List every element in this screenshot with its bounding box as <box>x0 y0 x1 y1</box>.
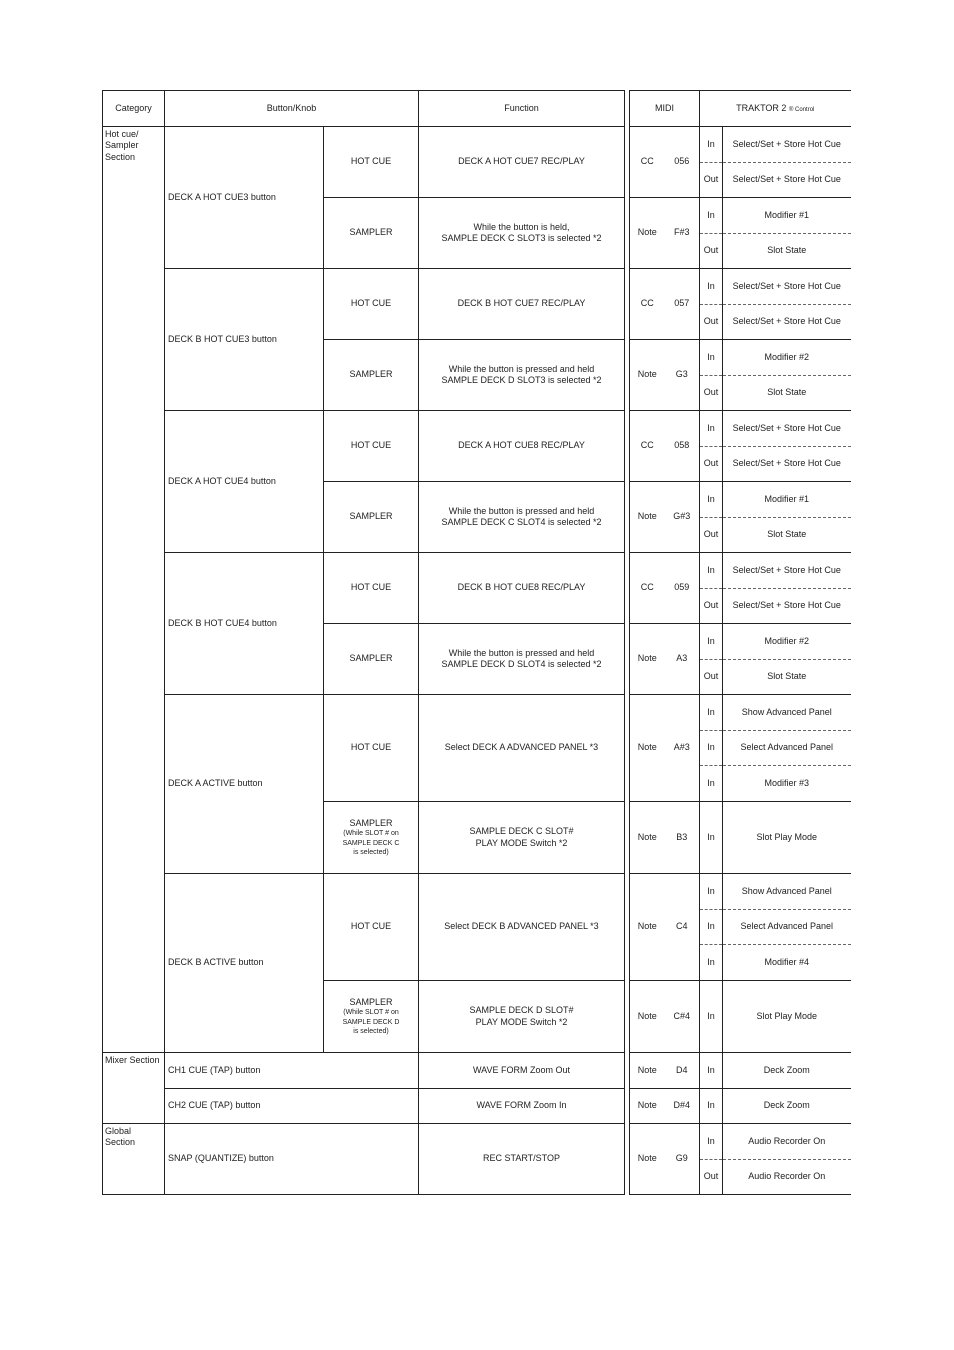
io-direction: In <box>700 482 723 518</box>
category-spacer <box>103 411 165 553</box>
mapping-table-main <box>102 90 625 1195</box>
traktor-control: Modifier #4 <box>723 945 851 981</box>
io-direction: In <box>700 1053 723 1089</box>
io-direction: In <box>700 802 723 874</box>
midi-number: C#4 <box>665 981 700 1053</box>
midi-type: Note <box>630 624 665 695</box>
midi-number: 056 <box>665 127 700 198</box>
midi-type: Note <box>630 1089 665 1124</box>
midi-number: F#3 <box>665 198 700 269</box>
io-direction: In <box>700 553 723 589</box>
midi-number: C4 <box>665 874 700 981</box>
category-spacer <box>103 874 165 1053</box>
traktor-control: Modifier #1 <box>723 482 851 518</box>
midi-number: B3 <box>665 802 700 874</box>
traktor-control: Modifier #3 <box>723 766 851 802</box>
mode-sampler: SAMPLER <box>324 482 419 553</box>
mode-hot-cue: HOT CUE <box>324 874 419 981</box>
midi-type: Note <box>630 482 665 553</box>
traktor-control: Audio Recorder On <box>723 1160 851 1195</box>
io-direction: In <box>700 695 723 731</box>
traktor-control: Deck Zoom <box>723 1053 851 1089</box>
io-direction: Out <box>700 163 723 198</box>
mode-sampler: SAMPLER <box>324 340 419 411</box>
category-spacer <box>103 695 165 874</box>
midi-number: A#3 <box>665 695 700 802</box>
mode-hot-cue: HOT CUE <box>324 553 419 624</box>
io-direction: In <box>700 269 723 305</box>
traktor-control: Slot State <box>723 660 851 695</box>
io-direction: Out <box>700 660 723 695</box>
io-direction: In <box>700 127 723 163</box>
button-deck-a-hot-cue4: DECK A HOT CUE4 button <box>165 411 324 553</box>
io-direction: Out <box>700 589 723 624</box>
io-direction: In <box>700 1124 723 1160</box>
midi-type: Note <box>630 802 665 874</box>
traktor-control: Show Advanced Panel <box>723 874 851 910</box>
function-cell: While the button is held, SAMPLE DECK C SLOT3 is selected *2 <box>419 198 625 269</box>
traktor-control: Modifier #1 <box>723 198 851 234</box>
traktor-control: Select Advanced Panel <box>723 731 851 766</box>
category-spacer <box>103 269 165 411</box>
mode-hot-cue: HOT CUE <box>324 269 419 340</box>
midi-type: Note <box>630 1053 665 1089</box>
mode-sampler-cell <box>324 981 419 1053</box>
io-direction: In <box>700 874 723 910</box>
midi-type: CC <box>630 411 665 482</box>
header-traktor-sub: ® Control <box>788 106 815 113</box>
midi-number: G3 <box>665 340 700 411</box>
midi-number: D#4 <box>665 1089 700 1124</box>
function-cell: SAMPLE DECK C SLOT# PLAY MODE Switch *2 <box>419 802 625 874</box>
traktor-control: Modifier #2 <box>723 624 851 660</box>
midi-type: CC <box>630 127 665 198</box>
traktor-control: Slot State <box>723 234 851 269</box>
midi-type: Note <box>630 874 665 981</box>
io-direction: In <box>700 981 723 1053</box>
function-cell: While the button is pressed and held SAMPLE DECK D SLOT3 is selected *2 <box>419 340 625 411</box>
button-deck-b-hot-cue3: DECK B HOT CUE3 button <box>165 269 324 411</box>
midi-number: 058 <box>665 411 700 482</box>
category-mixer: Mixer Section <box>103 1053 165 1124</box>
midi-type: Note <box>630 198 665 269</box>
io-direction: Out <box>700 447 723 482</box>
mapping-table-midi <box>629 90 851 1195</box>
traktor-control: Select/Set + Store Hot Cue <box>723 589 851 624</box>
mode-sampler-note: (While SLOT # on SAMPLE DECK D is selected) <box>342 1009 400 1035</box>
header-traktor <box>700 91 851 127</box>
category-global: Global Section <box>103 1124 165 1195</box>
header-traktor-title: TRAKTOR 2 <box>736 102 787 113</box>
midi-type: Note <box>630 695 665 802</box>
function-cell: DECK B HOT CUE7 REC/PLAY <box>419 269 625 340</box>
io-direction: Out <box>700 234 723 269</box>
traktor-control: Select/Set + Store Hot Cue <box>723 305 851 340</box>
button-snap-quantize: SNAP (QUANTIZE) button <box>165 1124 419 1195</box>
traktor-control: Select/Set + Store Hot Cue <box>723 127 851 163</box>
midi-number: A3 <box>665 624 700 695</box>
io-direction: In <box>700 731 723 766</box>
mode-sampler: SAMPLER <box>324 624 419 695</box>
io-direction: In <box>700 766 723 802</box>
mode-hot-cue: HOT CUE <box>324 411 419 482</box>
midi-type: CC <box>630 269 665 340</box>
traktor-control: Slot Play Mode <box>723 981 851 1053</box>
function-cell: WAVE FORM Zoom Out <box>419 1053 625 1089</box>
mode-sampler: SAMPLER <box>324 198 419 269</box>
traktor-control: Select/Set + Store Hot Cue <box>723 411 851 447</box>
midi-number: 057 <box>665 269 700 340</box>
mode-sampler: SAMPLER <box>349 818 393 829</box>
function-cell: While the button is pressed and held SAMPLE DECK C SLOT4 is selected *2 <box>419 482 625 553</box>
io-direction: In <box>700 1089 723 1124</box>
function-cell: Select DECK B ADVANCED PANEL *3 <box>419 874 625 981</box>
traktor-control: Select/Set + Store Hot Cue <box>723 269 851 305</box>
io-direction: In <box>700 411 723 447</box>
midi-type: CC <box>630 553 665 624</box>
midi-number: G#3 <box>665 482 700 553</box>
button-deck-a-active: DECK A ACTIVE button <box>165 695 324 874</box>
io-direction: In <box>700 945 723 981</box>
function-cell: SAMPLE DECK D SLOT# PLAY MODE Switch *2 <box>419 981 625 1053</box>
traktor-control: Select/Set + Store Hot Cue <box>723 163 851 198</box>
button-deck-b-active: DECK B ACTIVE button <box>165 874 324 1053</box>
traktor-control: Slot State <box>723 376 851 411</box>
midi-type: Note <box>630 1124 665 1195</box>
button-deck-a-hot-cue3: DECK A HOT CUE3 button <box>165 127 324 269</box>
traktor-control: Modifier #2 <box>723 340 851 376</box>
traktor-control: Select/Set + Store Hot Cue <box>723 447 851 482</box>
io-direction: In <box>700 198 723 234</box>
traktor-control: Show Advanced Panel <box>723 695 851 731</box>
io-direction: Out <box>700 305 723 340</box>
midi-number: G9 <box>665 1124 700 1195</box>
category-hot-cue-sampler: Hot cue/ Sampler Section <box>103 127 165 269</box>
io-direction: In <box>700 340 723 376</box>
traktor-control: Slot State <box>723 518 851 553</box>
button-ch1-cue: CH1 CUE (TAP) button <box>165 1053 419 1089</box>
midi-number: D4 <box>665 1053 700 1089</box>
midi-type: Note <box>630 340 665 411</box>
midi-type: Note <box>630 981 665 1053</box>
function-cell: Select DECK A ADVANCED PANEL *3 <box>419 695 625 802</box>
header-function: Function <box>419 91 625 127</box>
function-cell: REC START/STOP <box>419 1124 625 1195</box>
traktor-control: Deck Zoom <box>723 1089 851 1124</box>
traktor-control: Select/Set + Store Hot Cue <box>723 553 851 589</box>
header-midi: MIDI <box>630 91 700 127</box>
io-direction: In <box>700 910 723 945</box>
traktor-control: Slot Play Mode <box>723 802 851 874</box>
io-direction: In <box>700 624 723 660</box>
traktor-control: Audio Recorder On <box>723 1124 851 1160</box>
function-cell: While the button is pressed and held SAMPLE DECK D SLOT4 is selected *2 <box>419 624 625 695</box>
header-category: Category <box>103 91 165 127</box>
io-direction: Out <box>700 518 723 553</box>
mode-sampler-cell <box>324 802 419 874</box>
function-cell: DECK A HOT CUE8 REC/PLAY <box>419 411 625 482</box>
traktor-control: Select Advanced Panel <box>723 910 851 945</box>
mode-hot-cue: HOT CUE <box>324 695 419 802</box>
header-button-knob: Button/Knob <box>165 91 419 127</box>
function-cell: WAVE FORM Zoom In <box>419 1089 625 1124</box>
midi-number: 059 <box>665 553 700 624</box>
mode-sampler-note: (While SLOT # on SAMPLE DECK C is selected) <box>342 830 400 856</box>
button-deck-b-hot-cue4: DECK B HOT CUE4 button <box>165 553 324 695</box>
mode-hot-cue: HOT CUE <box>324 127 419 198</box>
mode-sampler: SAMPLER <box>349 997 393 1008</box>
io-direction: Out <box>700 376 723 411</box>
category-spacer <box>103 553 165 695</box>
button-ch2-cue: CH2 CUE (TAP) button <box>165 1089 419 1124</box>
function-cell: DECK B HOT CUE8 REC/PLAY <box>419 553 625 624</box>
io-direction: Out <box>700 1160 723 1195</box>
function-cell: DECK A HOT CUE7 REC/PLAY <box>419 127 625 198</box>
